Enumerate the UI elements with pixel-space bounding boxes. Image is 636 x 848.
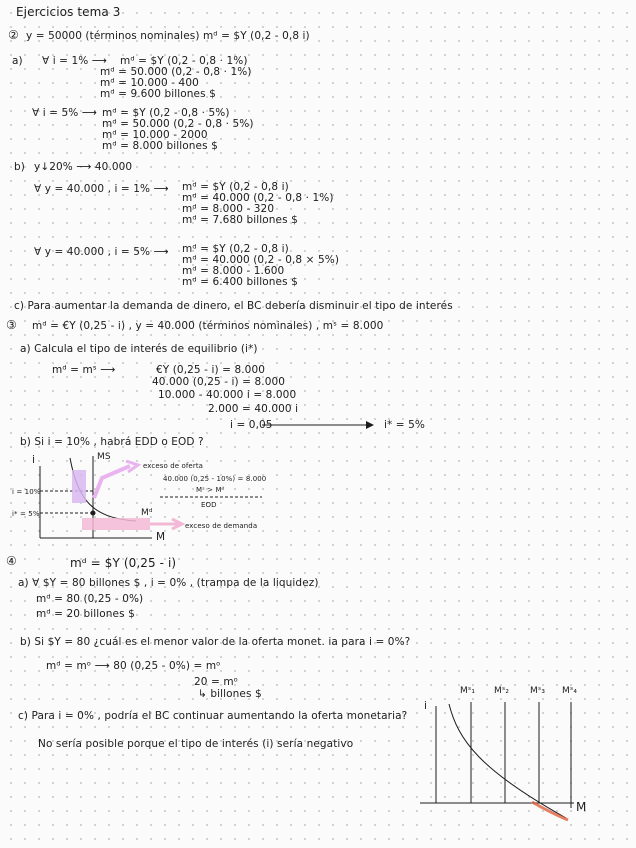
tick-label-i10: i = 10%	[12, 488, 41, 496]
calc-line: mᵈ = 50.000 (0,2 - 0,8 · 1%)	[100, 66, 252, 78]
exercise-header: mᵈ = $Y (0,25 - i)	[70, 556, 177, 570]
calc-line: mᵈ = 80 (0,25 - 0%)	[36, 593, 144, 605]
calc-line: mᵈ = 40.000 (0,2 - 0,8 · 1%)	[182, 192, 334, 204]
part-label: b)	[14, 161, 25, 173]
graph-ex4	[420, 702, 574, 818]
axis-label-m: M	[156, 531, 166, 543]
money-demand-curve	[449, 704, 566, 818]
arrow-head	[366, 421, 374, 429]
part-label: a) Calcula el tipo de interés de equilibrio (i*)	[20, 343, 258, 355]
calc-line: mᵈ = $Y (0,2 - 0,8 i)	[182, 181, 289, 193]
calc-line: mᵈ = 10.000 - 400	[100, 77, 199, 89]
calc-result: ↳ billones $	[198, 688, 262, 700]
highlight-orange	[532, 802, 568, 820]
calc-result: mᵈ = 8.000 billones $	[102, 140, 218, 152]
equilibrium-point	[91, 511, 95, 515]
exercise-number: ④	[6, 554, 17, 568]
calc-line: mᵈ = 40.000 (0,2 - 0,8 × 5%)	[182, 254, 340, 266]
calc-result: mᵈ = 20 billones $	[36, 608, 135, 620]
supply-label-2: Mˢ₂	[494, 686, 510, 696]
highlight-pink	[82, 518, 150, 530]
axis-label-i: i	[32, 454, 36, 466]
part-label: a)	[12, 55, 23, 67]
calc-line: mᵈ = 50.000 (0,2 - 0,8 · 5%)	[102, 118, 254, 130]
supply-label-4: Mˢ₄	[562, 686, 578, 696]
calc-line: 10.000 - 40.000 i = 8.000	[158, 389, 297, 401]
highlight-violet	[72, 470, 86, 503]
exercise-number: ②	[8, 28, 19, 42]
calc-line: mᵈ = $Y (0,2 - 0,8 · 5%)	[102, 107, 230, 119]
axis-label-i: i	[424, 700, 428, 712]
part-label: c) Para i = 0% , podría el BC continuar aumentando la oferta monetaria?	[18, 710, 408, 722]
calc-line: €Y (0,25 - i) = 8.000	[156, 364, 266, 376]
part-heading: y↓20% ⟶ 40.000	[34, 161, 133, 173]
case-condition: ∀ y = 40.000 , i = 1% ⟶	[34, 183, 169, 195]
case-condition: ∀ y = 40.000 , i = 5% ⟶	[34, 246, 169, 258]
annotation-excess-demand: exceso de demanda	[185, 522, 258, 530]
calc-result: mᵈ = 7.680 billones $	[182, 214, 298, 226]
calc-line: mᵈ = $Y (0,2 - 0,8 · 1%)	[120, 55, 248, 67]
calc-line: mᵈ = 8.000 - 320	[182, 203, 275, 215]
exercise-number: ③	[6, 318, 17, 332]
exercise-header: y = 50000 (términos nominales) mᵈ = $Y (0,2 - 0,8 i)	[26, 30, 310, 42]
calc-line: mᵈ = 8.000 - 1.600	[182, 265, 285, 277]
highlights	[72, 461, 568, 820]
case-condition: ∀ i = 1% ⟶	[42, 55, 107, 67]
page-title: Ejercicios tema 3	[16, 5, 121, 19]
axis-label-m: M	[576, 800, 587, 814]
annotation-compare: Mˢ > Mᵈ	[196, 486, 225, 494]
part-answer: No sería posible porque el tipo de interés (i) sería negativo	[38, 738, 354, 750]
calc-line: mᵈ = $Y (0,2 - 0,8 i)	[182, 243, 289, 255]
annotation-calc: 40.000 (0,25 - 10%) = 8.000	[163, 475, 267, 483]
part-label: a) ∀ $Y = 80 billones $ , i = 0% , (trampa de la liquidez)	[18, 577, 319, 589]
calc-line: i = 0,05	[230, 419, 273, 431]
equilibrium-condition: mᵈ = mˢ ⟶	[52, 364, 116, 376]
arrow-excess-supply	[94, 466, 130, 498]
calc-line: 40.000 (0,25 - i) = 8.000	[152, 376, 286, 388]
part-label: b) Si $Y = 80 ¿cuál es el menor valor de la oferta monet. ia para i = 0%?	[20, 636, 411, 648]
annotation-excess-supply: exceso de oferta	[143, 462, 204, 470]
curve-label-ms: MS	[97, 452, 111, 462]
calc-line: mᵈ = 10.000 - 2000	[102, 129, 208, 141]
calc-result: mᵈ = 9.600 billones $	[100, 88, 216, 100]
supply-label-1: Mˢ₁	[460, 686, 476, 696]
equilibrium-result: i* = 5%	[384, 419, 425, 431]
calc-line: 20 = mᵒ	[194, 676, 239, 688]
annotation-eod: EOD	[201, 501, 217, 509]
calc-line: 2.000 = 40.000 i	[208, 403, 299, 415]
tick-label-i5: i* = 5%	[12, 510, 40, 518]
supply-label-3: Mˢ₃	[530, 686, 546, 696]
calc-result: mᵈ = 6.400 billones $	[182, 276, 298, 288]
exercise-header: mᵈ = €Y (0,25 - i) , y = 40.000 (términos nominales) , mˢ = 8.000	[32, 320, 384, 332]
part-label: b) Si i = 10% , habrá EDD o EOD ?	[20, 436, 204, 448]
calc-line: mᵈ = mᵒ ⟶ 80 (0,25 - 0%) = mᵒ	[46, 660, 221, 672]
curve-label-md: Mᵈ	[141, 508, 153, 518]
part-answer: c) Para aumentar la demanda de dinero, el BC debería disminuir el tipo de interés	[14, 300, 453, 312]
case-condition: ∀ i = 5% ⟶	[32, 107, 97, 119]
